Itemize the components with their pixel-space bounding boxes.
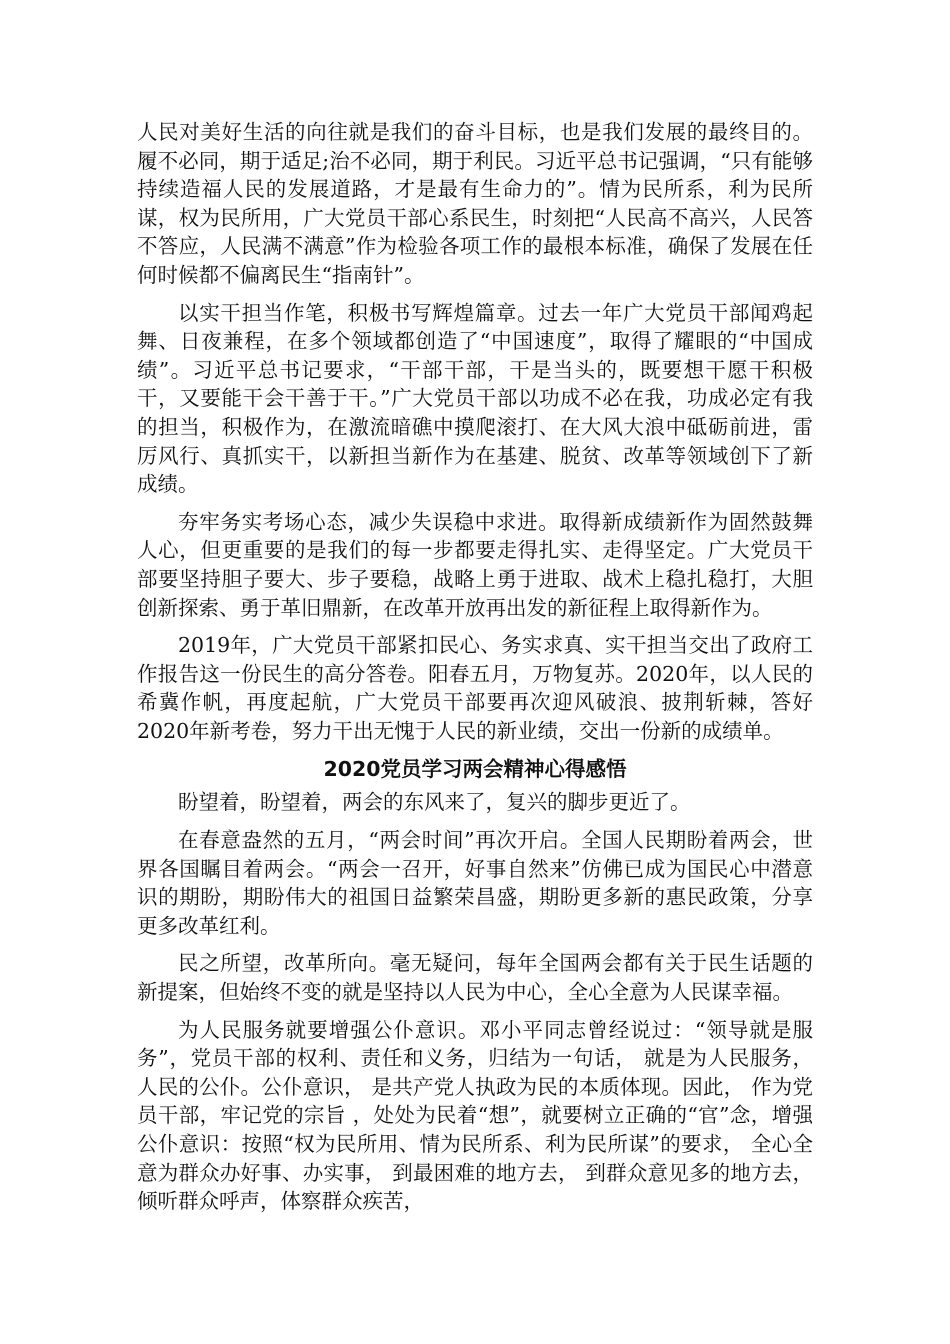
paragraph-7: 民之所望，改革所向。毫无疑问，每年全国两会都有关于民生话题的新提案，但始终不变的就是坚持以人民为中心，全心全意为人民谋幸福。 bbox=[137, 951, 813, 1005]
paragraph-3: 夯牢务实考场心态，减少失误稳中求进。取得新成绩新作为固然鼓舞人心，但更重要的是我们的每一步都要走得扎实、走得坚定。广大党员干部要坚持胆子要大、步子要稳，战略上勇于进取、战术上稳扎稳打，大胆创新探索、勇于革旧鼎新，在改革开放再出发的新征程上取得新作为。 bbox=[137, 509, 813, 620]
paragraph-8: 为人民服务就要增强公仆意识。邓小平同志曾经说过：“领导就是服务”，党员干部的权利、责任和义务，归结为一句话， 就是为人民服务， 人民的公仆。公仆意识， 是共产党人执政为民的本质体现。因此， 作为党员干部，牢记党的宗旨 ，处处为民着“想”，就要树立正确的“官”念，增强公仆意识：按照“权为民所用、情为民所系、利为民所谋”的要求， 全心全意为群众办好事、办实事， 到最困难的地方去， 到群众意见多的地方去， 倾听群众呼声，体察群众疾苦， bbox=[137, 1017, 813, 1214]
section-title: 2020党员学习两会精神心得感悟 bbox=[323, 757, 627, 782]
paragraph-4: 2019年，广大党员干部紧扣民心、务实求真、实干担当交出了政府工作报告这一份民生的高分答卷。阳春五月，万物复苏。2020年，以人民的希冀作帆，再度起航，广大党员干部要再次迎风破浪、披荆斩棘，答好2020年新考卷，努力干出无愧于人民的新业绩，交出一份新的成绩单。 bbox=[137, 633, 813, 743]
paragraph-6: 在春意盎然的五月，“两会时间”再次开启。全国人民期盼着两会，世界各国瞩目着两会。“两会一召开，好事自然来”仿佛已成为国民心中潜意识的期盼，期盼伟大的祖国日益繁荣昌盛，期盼更多新的惠民政策，分享更多改革红利。 bbox=[137, 828, 813, 938]
document-page bbox=[137, 118, 813, 1225]
paragraph-5: 盼望着，盼望着，两会的东风来了，复兴的脚步更近了。 bbox=[178, 790, 691, 815]
paragraph-1: 人民对美好生活的向往就是我们的奋斗目标，也是我们发展的最终目的。履不必同，期于适足;治不必同，期于利民。习近平总书记强调，“只有能够持续造福人民的发展道路，才是最有生命力的”。情为民所系，利为民所谋，权为民所用，广大党员干部心系民生，时刻把“人民高不高兴，人民答不答应，人民满不满意”作为检验各项工作的最根本标准，确保了发展在任何时候都不偏离民生“指南针”。 bbox=[137, 120, 813, 287]
paragraph-2: 以实干担当作笔，积极书写辉煌篇章。过去一年广大党员干部闻鸡起舞、日夜兼程，在多个领域都创造了“中国速度”，取得了耀眼的“中国成绩”。习近平总书记要求，“干部干部，干是当头的，既要想干愿干积极干，又要能干会干善于干。”广大党员干部以功成不必在我，功成必定有我的担当，积极作为，在激流暗礁中摸爬滚打、在大风大浪中砥砺前进，雷厉风行、真抓实干，以新担当新作为在基建、脱贫、改革等领域创下了新成绩。 bbox=[137, 300, 813, 497]
